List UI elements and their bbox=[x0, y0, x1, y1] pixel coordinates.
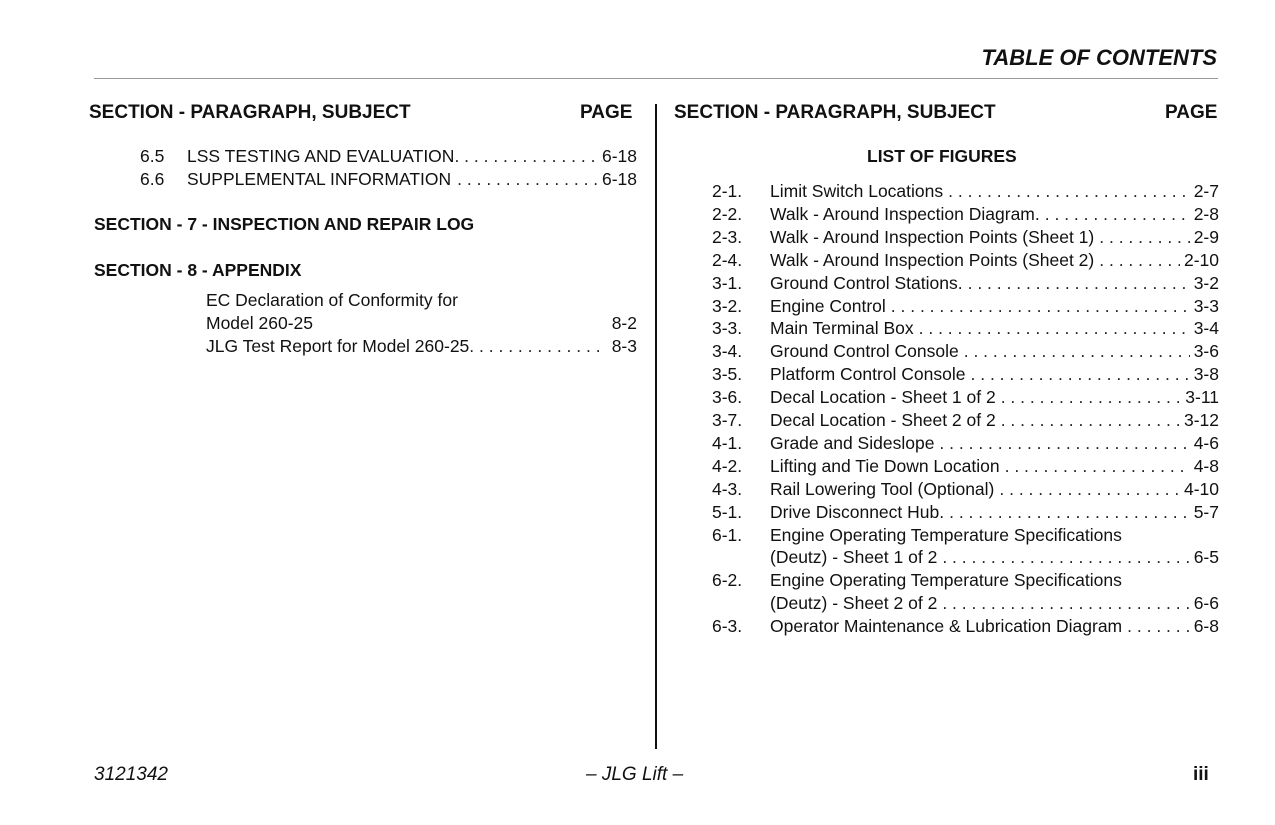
figure-entry[interactable] bbox=[712, 501, 1219, 524]
toc-entry-title: SUPPLEMENTAL INFORMATION bbox=[187, 169, 452, 189]
dot-leader bbox=[1099, 249, 1180, 272]
dot-leader bbox=[949, 501, 1190, 524]
toc-entry-number: 6.5 bbox=[140, 146, 165, 166]
figure-page: 4-8 bbox=[1193, 455, 1219, 476]
figure-number: 3-7. bbox=[712, 410, 743, 430]
figure-title: Platform Control Console bbox=[770, 364, 966, 385]
figure-entry[interactable] bbox=[712, 317, 1219, 340]
dot-leader bbox=[1001, 386, 1182, 409]
figure-entry-line1[interactable] bbox=[712, 524, 1219, 547]
dot-leader bbox=[942, 546, 1189, 569]
dot-leader bbox=[1001, 409, 1180, 432]
figure-number: 3-3. bbox=[712, 318, 743, 339]
figure-number: 6-1. bbox=[712, 524, 743, 545]
figure-title: Engine Control bbox=[770, 295, 886, 316]
right-column-subject-header: SECTION - PARAGRAPH, SUBJECT bbox=[674, 102, 996, 123]
dot-leader bbox=[942, 592, 1189, 615]
toc-entry-page: 6-18 bbox=[601, 146, 637, 166]
figure-entry[interactable] bbox=[712, 592, 1219, 615]
figure-number: 3-6. bbox=[712, 387, 743, 408]
figure-number: 3-1. bbox=[712, 272, 743, 293]
figure-title: Engine Operating Temperature Specifications bbox=[770, 570, 1122, 591]
figure-title: Engine Operating Temperature Specifications bbox=[770, 524, 1122, 545]
appendix-jlg-entry[interactable] bbox=[206, 335, 637, 358]
figure-title: Main Terminal Box bbox=[770, 318, 914, 339]
figure-number: 5-1. bbox=[712, 501, 743, 522]
dot-leader bbox=[999, 478, 1180, 501]
figure-number: 3-2. bbox=[712, 295, 743, 316]
header-divider bbox=[94, 78, 1218, 79]
page-title: TABLE OF CONTENTS bbox=[981, 45, 1217, 70]
toc-entry-6-5[interactable] bbox=[140, 145, 637, 168]
figure-entry[interactable] bbox=[712, 363, 1219, 386]
figure-entry[interactable] bbox=[712, 409, 1219, 432]
figure-number: 6-2. bbox=[712, 570, 743, 591]
figure-entry[interactable] bbox=[712, 295, 1219, 318]
dot-leader bbox=[1127, 615, 1190, 638]
dot-leader bbox=[939, 432, 1189, 455]
toc-entry-title: Model 260-25 bbox=[206, 313, 314, 333]
dot-leader bbox=[948, 180, 1190, 203]
column-divider bbox=[655, 104, 657, 749]
figure-title: Ground Control Console bbox=[770, 341, 959, 362]
dot-leader bbox=[919, 317, 1190, 340]
figure-title: Grade and Sideslope bbox=[770, 432, 935, 453]
figure-page: 3-6 bbox=[1193, 341, 1219, 362]
dot-leader bbox=[971, 363, 1190, 386]
figure-entry[interactable] bbox=[712, 272, 1219, 295]
left-column-page-header: PAGE bbox=[580, 102, 633, 123]
toc-entry-page: 8-3 bbox=[611, 336, 637, 356]
figure-number: 4-2. bbox=[712, 455, 743, 476]
figure-entry[interactable] bbox=[712, 386, 1219, 409]
figure-title: Walk - Around Inspection Points (Sheet 1) bbox=[770, 226, 1095, 247]
figure-title: Limit Switch Locations bbox=[770, 181, 944, 201]
figure-title: Walk - Around Inspection Points (Sheet 2) bbox=[770, 249, 1095, 270]
toc-entry-page: 6-18 bbox=[601, 169, 637, 189]
figure-title: Drive Disconnect Hub. bbox=[770, 501, 945, 522]
figure-entry[interactable] bbox=[712, 249, 1219, 272]
figure-number: 3-4. bbox=[712, 341, 743, 362]
figure-number: 2-4. bbox=[712, 249, 743, 270]
figure-entry[interactable] bbox=[712, 226, 1219, 249]
figure-page: 2-10 bbox=[1183, 249, 1219, 270]
figure-entry[interactable] bbox=[712, 546, 1219, 569]
figure-title: Lifting and Tie Down Location bbox=[770, 455, 1000, 476]
dot-leader bbox=[469, 335, 601, 358]
dot-leader bbox=[1099, 226, 1189, 249]
figure-number: 3-5. bbox=[712, 364, 743, 385]
figure-entry[interactable] bbox=[712, 455, 1219, 478]
figure-entry[interactable] bbox=[712, 180, 1219, 203]
figure-number: 4-1. bbox=[712, 432, 743, 453]
dot-leader bbox=[454, 145, 602, 168]
toc-entry-6-6[interactable] bbox=[140, 168, 637, 191]
figure-page: 5-7 bbox=[1193, 501, 1219, 522]
right-column-page-header: PAGE bbox=[1165, 102, 1218, 123]
figure-page: 3-2 bbox=[1193, 272, 1219, 293]
figure-entry-line1[interactable] bbox=[712, 569, 1219, 592]
page-number: iii bbox=[1193, 764, 1209, 785]
figure-entry[interactable] bbox=[712, 432, 1219, 455]
figure-entry[interactable] bbox=[712, 340, 1219, 363]
figure-title: Walk - Around Inspection Diagram. bbox=[770, 203, 1040, 224]
figure-page: 2-8 bbox=[1193, 203, 1219, 224]
figure-title: Operator Maintenance & Lubrication Diagram bbox=[770, 616, 1123, 637]
figure-title: (Deutz) - Sheet 2 of 2 bbox=[770, 593, 938, 614]
figure-page: 6-6 bbox=[1193, 593, 1219, 614]
figure-title: Decal Location - Sheet 1 of 2 bbox=[770, 387, 996, 408]
figure-number: 4-3. bbox=[712, 478, 743, 499]
document-number: 3121342 bbox=[94, 764, 168, 785]
appendix-ec-title-line1[interactable]: EC Declaration of Conformity for bbox=[206, 290, 458, 310]
toc-entry-title: LSS TESTING AND EVALUATION bbox=[187, 146, 455, 166]
figure-number: 2-3. bbox=[712, 226, 743, 247]
dot-leader bbox=[964, 340, 1190, 363]
dot-leader bbox=[968, 272, 1190, 295]
figure-page: 6-5 bbox=[1193, 547, 1219, 568]
figure-page: 2-9 bbox=[1193, 226, 1219, 247]
dot-leader bbox=[1045, 203, 1190, 226]
figure-page: 3-4 bbox=[1193, 318, 1219, 339]
figure-page: 4-6 bbox=[1193, 432, 1219, 453]
toc-entry-page: 8-2 bbox=[611, 313, 637, 333]
dot-leader bbox=[891, 295, 1190, 318]
figure-title: (Deutz) - Sheet 1 of 2 bbox=[770, 547, 938, 568]
figure-number: 2-2. bbox=[712, 203, 743, 224]
footer-brand: – JLG Lift – bbox=[586, 764, 684, 785]
section-7-heading[interactable]: SECTION - 7 - INSPECTION AND REPAIR LOG bbox=[94, 214, 475, 234]
section-8-heading[interactable]: SECTION - 8 - APPENDIX bbox=[94, 260, 302, 280]
figure-number: 6-3. bbox=[712, 616, 743, 637]
figure-entry[interactable] bbox=[712, 478, 1219, 501]
left-column-subject-header: SECTION - PARAGRAPH, SUBJECT bbox=[89, 102, 411, 123]
dot-leader bbox=[457, 168, 602, 191]
figure-page: 2-7 bbox=[1193, 181, 1219, 201]
figure-title: Ground Control Stations. bbox=[770, 272, 963, 293]
figure-page: 3-12 bbox=[1183, 410, 1219, 430]
list-of-figures-heading: LIST OF FIGURES bbox=[867, 146, 1017, 166]
figure-title: Rail Lowering Tool (Optional) bbox=[770, 478, 995, 499]
figure-page: 6-8 bbox=[1193, 616, 1219, 637]
figure-number: 2-1. bbox=[712, 181, 743, 201]
figure-page: 3-8 bbox=[1193, 364, 1219, 385]
appendix-ec-entry[interactable] bbox=[206, 312, 637, 335]
figure-entry[interactable] bbox=[712, 203, 1219, 226]
dot-leader bbox=[1005, 455, 1190, 478]
toc-entry-number: 6.6 bbox=[140, 169, 165, 189]
figure-title: Decal Location - Sheet 2 of 2 bbox=[770, 410, 996, 430]
figure-page: 4-10 bbox=[1183, 478, 1219, 499]
figure-entry[interactable] bbox=[712, 615, 1219, 638]
toc-entry-title: JLG Test Report for Model 260-25 bbox=[206, 336, 470, 356]
figure-page: 3-3 bbox=[1193, 295, 1219, 316]
figure-page: 3-11 bbox=[1185, 387, 1219, 408]
